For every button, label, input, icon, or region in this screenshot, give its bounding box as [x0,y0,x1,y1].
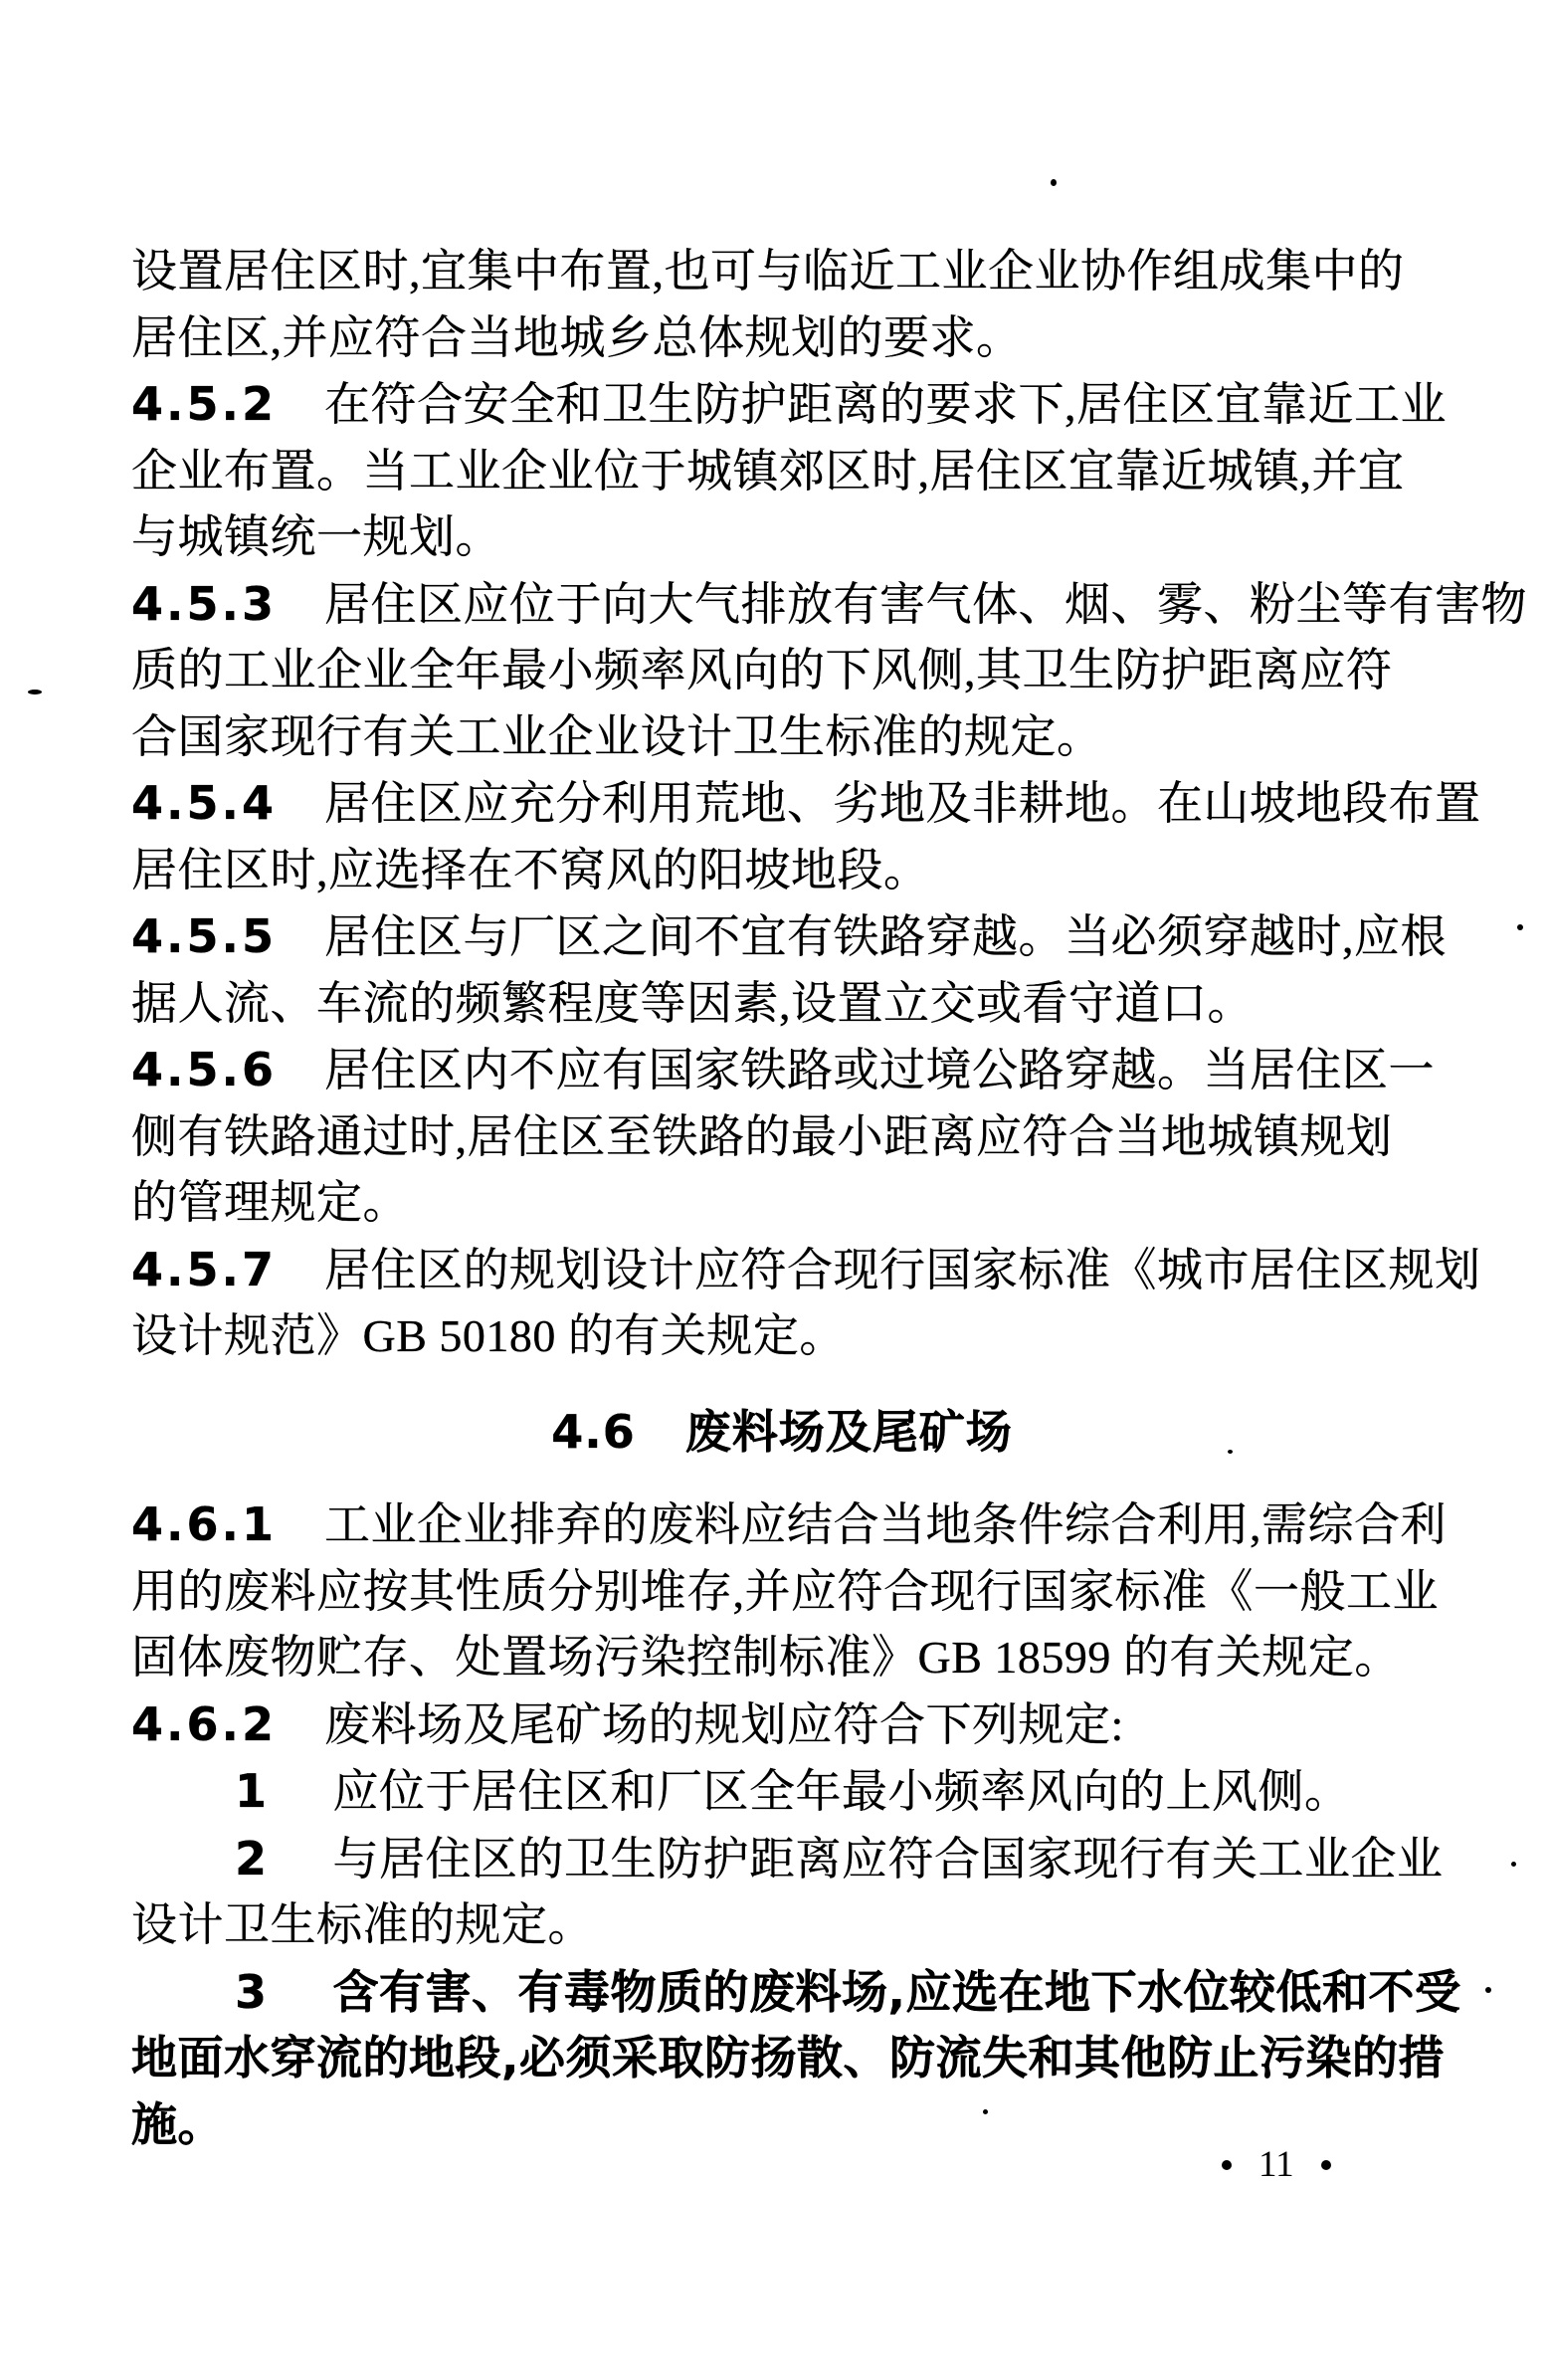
text-segment: 设计卫生标准的规定。 [131,1899,594,1950]
text-line [131,504,1433,571]
clause-number: 2 [235,1831,268,1885]
clause-line [131,371,1447,439]
clause-line [131,571,1527,639]
scan-artifact [1517,924,1523,930]
clause-line [131,903,1447,971]
text-segment: 设计规范》GB 50180 的有关规定。 [131,1310,846,1361]
clause-number: 4.5.6 [131,1043,277,1096]
text-line [131,1892,1433,1959]
scan-artifact [1485,1987,1491,1993]
text-segment: 居住区应充分利用荒地、劣地及非耕地。在山坡地段布置 [323,778,1481,829]
document-body [131,239,1527,2157]
text-line [131,1625,1433,1691]
text-segment: 居住区应位于向大气排放有害气体、烟、雾、粉尘等有害物 [323,578,1527,630]
text-segment: 企业布置。当工业企业位于城镇郊区时,居住区宜靠近城镇,并宜 [131,445,1405,496]
clause-number: 4.6 [551,1404,636,1459]
text-segment: 废料场及尾矿场 [684,1404,1013,1459]
text-segment: 废料场及尾矿场的规划应符合下列规定: [323,1698,1124,1750]
page-number-left-dot-icon [1222,2160,1232,2170]
text-segment: 居住区的规划设计应符合现行国家标准《城市居住区规划 [323,1244,1481,1295]
text-line [131,2025,1445,2091]
page-number: 11 [1259,2144,1294,2185]
clause-line [131,770,1481,838]
text-segment: 居住区内不应有国家铁路或过境公路穿越。当居住区一 [323,1045,1435,1095]
page-number-right-dot-icon [1321,2160,1331,2170]
text-segment: 居住区,并应符合当地城乡总体规划的要求。 [131,311,1023,363]
text-line [131,239,1433,305]
clause-line [131,1691,1433,1759]
clause-number: 1 [235,1764,268,1818]
scan-artifact [983,2109,988,2114]
text-segment: 施。 [131,2096,224,2151]
section-heading [131,1399,1433,1466]
text-segment: 应位于居住区和厂区全年最小频率风向的上风侧。 [332,1766,1351,1817]
text-segment: 用的废料应按其性质分别堆存,并应符合现行国家标准《一般工业 [131,1565,1439,1617]
clause-number: 4.5.4 [131,776,277,830]
text-segment: 与城镇统一规划。 [131,511,501,562]
scan-artifact [1051,179,1057,186]
clause-number: 4.5.5 [131,909,277,963]
text-segment: 居住区时,应选择在不窝风的阳坡地段。 [131,844,930,895]
text-line [131,305,1433,372]
text-line [131,704,1433,771]
text-segment: 的管理规定。 [131,1177,409,1228]
scan-artifact [1511,1862,1516,1867]
text-line [131,1104,1433,1171]
text-segment: 质的工业企业全年最小频率风向的下风侧,其卫生防护距离应符 [131,645,1393,695]
text-line [131,638,1433,704]
text-line [131,1170,1433,1237]
text-segment: 固体废物贮存、处置场污染控制标准》GB 18599 的有关规定。 [131,1632,1401,1683]
clause-number: 4.6.1 [131,1497,277,1551]
text-segment: 侧有铁路通过时,居住区至铁路的最小距离应符合当地城镇规划 [131,1110,1393,1162]
text-line [131,439,1433,505]
text-segment: 在符合安全和卫生防护距离的要求下,居住区宜靠近工业 [323,379,1447,430]
text-segment: 含有害、有毒物质的废料场,应选在地下水位较低和不受 [332,1964,1461,2019]
clause-number: 3 [235,1964,268,2019]
page-footer [1222,2145,1331,2185]
list-item-line [131,1826,1444,1893]
clause-number: 4.6.2 [131,1696,277,1751]
text-line [131,838,1433,904]
text-segment: 与居住区的卫生防护距离应符合国家现行有关工业企业 [332,1833,1444,1884]
scan-artifact [28,690,42,694]
text-line [131,1559,1439,1626]
text-segment: 设置居住区时,宜集中布置,也可与临近工业企业协作组成集中的 [131,246,1405,297]
text-line [131,1303,1433,1370]
list-item-line [131,1959,1461,2026]
scan-artifact [1228,1450,1233,1454]
text-line [131,971,1433,1038]
text-segment: 据人流、车流的频繁程度等因素,设置立交或看守道口。 [131,977,1254,1029]
text-segment: 合国家现行有关工业企业设计卫生标准的规定。 [131,710,1103,762]
list-item-line [131,1758,1433,1826]
clause-line [131,1237,1481,1304]
text-segment: 居住区与厂区之间不宜有铁路穿越。当必须穿越时,应根 [323,911,1447,962]
clause-number: 4.5.7 [131,1242,277,1296]
clause-number: 4.5.3 [131,576,277,631]
text-segment: 地面水穿流的地段,必须采取防扬散、防流失和其他防止污染的措 [131,2031,1445,2084]
clause-line [131,1491,1447,1559]
clause-number: 4.5.2 [131,377,277,431]
text-segment: 工业企业排弃的废料应结合当地条件综合利用,需综合利 [323,1499,1447,1550]
clause-line [131,1037,1433,1104]
